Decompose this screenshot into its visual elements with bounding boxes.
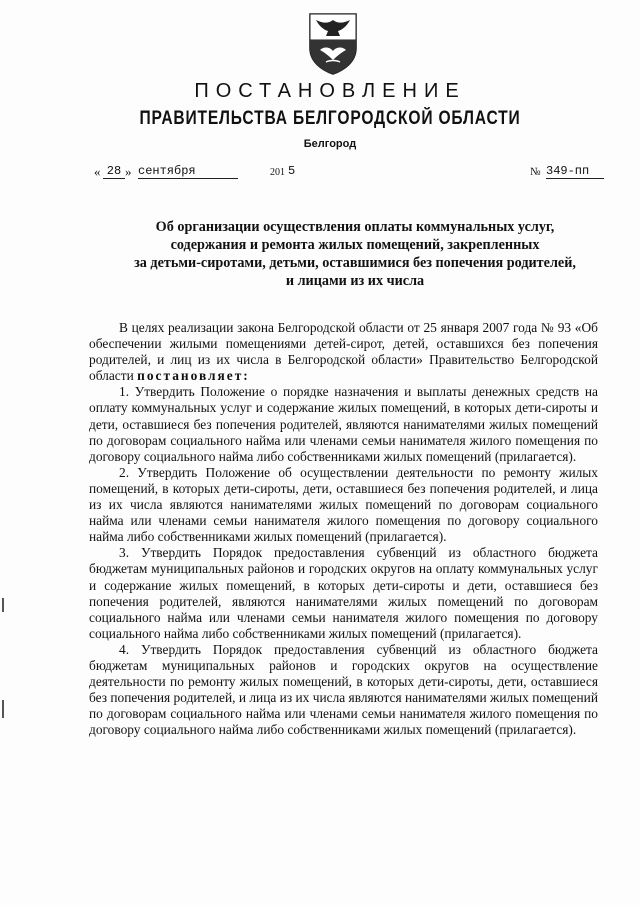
subject-line: и лицами из их числа <box>285 273 425 289</box>
date-year-prefix: 201 <box>270 167 285 178</box>
resolution-item-2: 2. Утвердить Положение об осуществлении деятельности по ремонту жилых помещений, в которых дети-сироты, дети, оставшиеся без попечения родителей, и лица из их числа являются нанимателями жилых помещений по договорам социального найма или членами семьи нанимателя жилого помещения по договору социального найма либо собственниками жилых помещений (прилагается). <box>89 464 598 545</box>
issuer-title: ПРАВИТЕЛЬСТВА БЕЛГОРОДСКОЙ ОБЛАСТИ <box>139 108 521 129</box>
subject-line: содержания и ремонта жилых помещений, закрепленных <box>170 237 540 253</box>
date-month: сентября <box>138 164 238 179</box>
date-close-quote: » <box>125 164 132 179</box>
date-day: 28 <box>103 164 125 179</box>
subject-line: за детьми-сиротами, детьми, оставшимися без попечения родителей, <box>134 255 576 271</box>
resolution-keyword: постановляет: <box>137 368 250 384</box>
document-subject <box>95 218 615 290</box>
number-label: № <box>530 166 541 178</box>
date-open-quote: « <box>94 164 101 179</box>
margin-scan-mark <box>2 598 4 612</box>
resolution-item-4: 4. Утвердить Порядок предоставления субвенций из областного бюджета бюджетам муниципальных районов и городских округов на осуществление деятельности по ремонту жилых помещений, в которых дети-сироты, дети, оставшиеся без попечения родителей, и лица из их числа являются нанимателями жилых помещений по договорам социального найма или членами семьи нанимателя жилого помещения по договору социального найма либо собственниками жилых помещений (прилагается). <box>89 641 598 738</box>
intro-paragraph <box>89 320 598 384</box>
subject-line: Об организации осуществления оплаты коммунальных услуг, <box>155 219 555 235</box>
document-type-title: ПОСТАНОВЛЕНИЕ <box>194 80 466 102</box>
city-label: Белгород <box>303 138 357 150</box>
belgorod-coat-of-arms-icon <box>306 10 360 76</box>
resolution-item-1: 1. Утвердить Положение о порядке назначения и выплаты денежных средств на оплату коммунальных услуг и содержание жилых помещений, в которых дети-сироты и дети, оставшиеся без попечения родителей, являются нанимателями жилых помещений по договорам социального найма или членами семьи нанимателя жилого помещения по договору социального найма либо собственниками жилых помещений (прилагается). <box>89 384 598 464</box>
date-year-suffix: 5 <box>288 164 296 178</box>
margin-scan-mark <box>2 700 4 718</box>
dateline <box>94 164 604 184</box>
resolution-item-3: 3. Утвердить Порядок предоставления субвенций из областного бюджета бюджетам муниципальных районов и городских округов на оплату коммунальных услуг и содержание жилых помещений, в которых дети-сироты и дети, оставшиеся без попечения родителей, являются нанимателями жилых помещений по договорам социального найма или членами семьи нанимателя жилого помещения по договору социального найма либо собственниками жилых помещений (прилагается). <box>89 545 598 641</box>
intro-text: В целях реализации закона Белгородской области от 25 января 2007 года № 93 «Об обеспечении жилыми помещениями детей-сирот, детей, оставшихся без попечения родителей, и лиц из их числа в Белгородской области» Правительство Белгородской области <box>89 320 598 384</box>
document-number: 349-пп <box>546 164 604 179</box>
document-body <box>89 320 598 738</box>
